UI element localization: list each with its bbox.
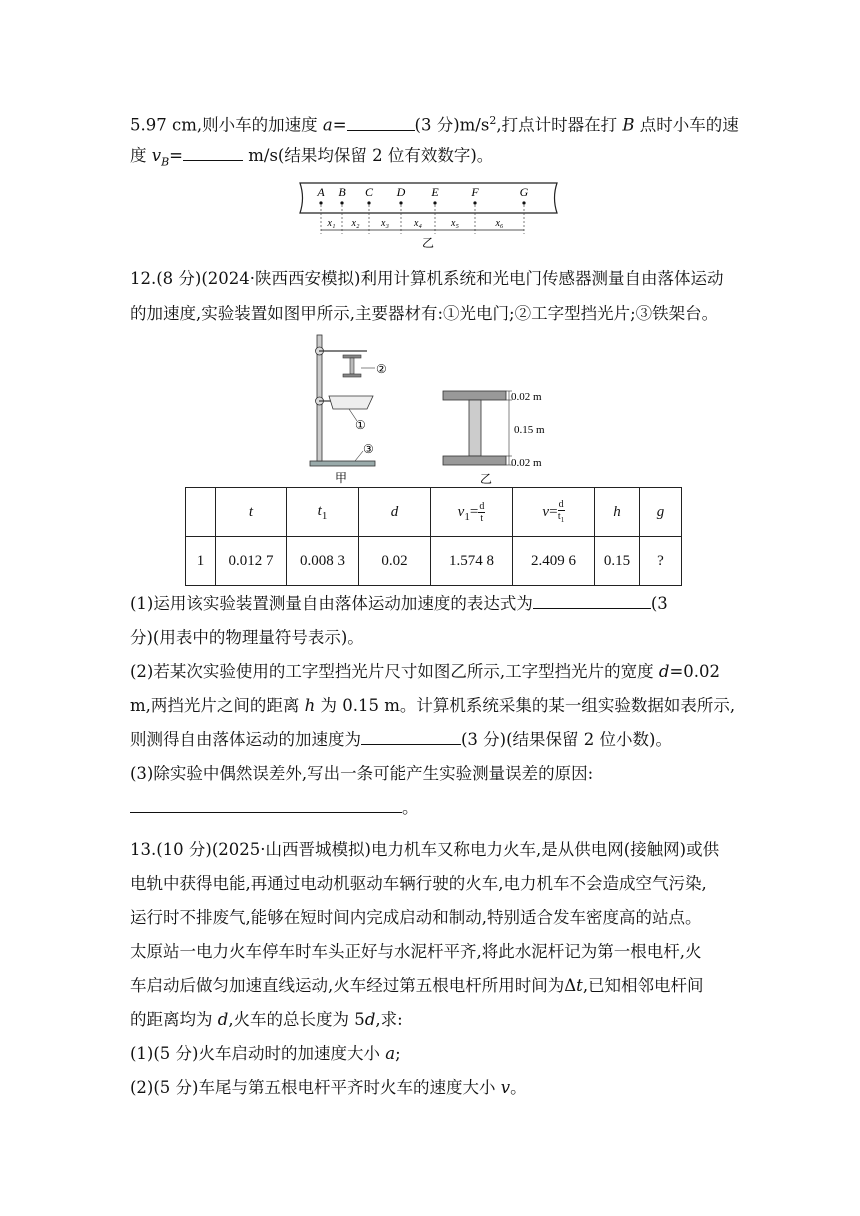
var-B: B (622, 115, 635, 135)
superscript: 2 (489, 114, 497, 127)
table-cell: ? (640, 537, 682, 586)
var-v: v (500, 1078, 511, 1097)
q11-line2 (130, 145, 493, 173)
header-v1: v (457, 503, 465, 520)
table-cell: 2.409 6 (513, 537, 595, 586)
fraction (478, 501, 485, 524)
table-header (595, 488, 640, 537)
caption-yi: 乙 (480, 472, 493, 486)
tape-figure (295, 180, 565, 250)
table-cell: 0.012 7 (216, 537, 287, 586)
q13-part1 (130, 1043, 401, 1065)
text: = (549, 503, 558, 520)
tape-point-label: F (471, 185, 479, 199)
subscript: 1 (321, 509, 328, 522)
label-1: ① (355, 418, 366, 432)
text: 点时小车的速 (634, 115, 739, 135)
tape-point-label: G (519, 185, 529, 199)
tape-segment-label: x₄ (414, 218, 422, 229)
text: m/s(结果均保留 2 位有效数字)。 (243, 146, 494, 165)
q13-line5 (130, 975, 704, 997)
caption-jia: 甲 (335, 471, 348, 485)
text: t (557, 510, 561, 522)
table-header (431, 488, 513, 537)
fraction (558, 499, 565, 526)
text: (3 (650, 594, 668, 613)
dim-bot: 0.02 m (511, 457, 542, 469)
answer-blank-error[interactable] (130, 797, 402, 813)
table-cell: 0.15 (595, 537, 640, 586)
label-2: ② (376, 362, 387, 376)
q13-line2: 电轨中获得电能,再通过电动机驱动车辆行驶的火车,电力机车不会造成空气污染, (130, 874, 707, 893)
q13-line4: 太原站一电力火车停车时车头正好与水泥杆平齐,将此水泥杆记为第一根电杆,火 (130, 942, 702, 961)
text: m,两挡光片之间的距离 (130, 696, 305, 715)
q12-part2-line1 (130, 661, 720, 683)
tape-segment-label: x₆ (495, 218, 504, 229)
header-g: g (656, 503, 665, 520)
text: ; (395, 1044, 401, 1063)
numerator: d (479, 500, 485, 512)
table-header (216, 488, 287, 537)
q12-line1: 12.(8 分)(2024·陕西西安模拟)利用计算机系统和光电门传感器测量自由落体运动 (130, 269, 724, 288)
header-t1: t (317, 502, 322, 519)
var-t: t (576, 976, 583, 995)
q12-part1-line1 (130, 593, 668, 615)
answer-blank-expression[interactable] (533, 593, 651, 609)
q12-part3-line2 (130, 797, 419, 819)
q12-part2-line2 (130, 695, 735, 717)
tape-dot (473, 201, 476, 204)
numerator: d (558, 498, 564, 510)
q11-line1 (130, 110, 739, 137)
tape-caption: 乙 (421, 236, 435, 250)
answer-blank-g[interactable] (361, 729, 461, 745)
text: 的距离均为 (130, 1010, 218, 1029)
text: 车启动后做匀加速直线运动,火车经过第五根电杆所用时间为Δ (130, 976, 577, 995)
var-a: a (322, 115, 333, 135)
text: ,火车的总长度为 5 (228, 1010, 365, 1029)
text: 。 (510, 1078, 527, 1097)
table-cell: 1 (186, 537, 216, 586)
q12-line2: 的加速度,实验装置如图甲所示,主要器材有:①光电门;②工字型挡光片;③铁架台。 (130, 304, 719, 323)
var-d: d (217, 1010, 229, 1029)
text: (1)运用该实验装置测量自由落体运动加速度的表达式为 (130, 594, 533, 613)
header-t: t (248, 503, 254, 520)
subscript: 1 (464, 510, 470, 523)
tape-segment-label: x₅ (451, 218, 459, 229)
subscript: B (161, 155, 170, 169)
dim-mid: 0.15 m (514, 424, 545, 436)
table-cell: 0.008 3 (287, 537, 359, 586)
answer-blank-a[interactable] (347, 115, 415, 131)
table-cell: 1.574 8 (431, 537, 513, 586)
q12-part1-line2: 分)(用表中的物理量符号表示)。 (130, 628, 364, 647)
tape-dot (340, 201, 343, 204)
table-header (287, 488, 359, 537)
var-a: a (385, 1044, 396, 1063)
table-header (186, 488, 216, 537)
tape-dot (319, 201, 322, 204)
data-table (185, 487, 682, 586)
tape-dot (522, 201, 525, 204)
var-v: v (151, 146, 162, 165)
subscript: 1 (560, 515, 565, 524)
tape-dot (399, 201, 402, 204)
text: 。 (402, 798, 419, 817)
answer-blank-vb[interactable] (183, 145, 243, 161)
tape-point-label: A (317, 185, 325, 199)
table-header (359, 488, 431, 537)
dim-top: 0.02 m (511, 391, 542, 403)
text: (1)(5 分)火车启动时的加速度大小 (130, 1044, 386, 1063)
text: 则测得自由落体运动的加速度为 (130, 730, 361, 749)
q13-line6 (130, 1009, 403, 1031)
q13-line3: 运行时不排废气,能够在短时间内完成启动和制动,特别适合发车密度高的站点。 (130, 908, 702, 927)
header-v: v (542, 503, 550, 520)
table-header (640, 488, 682, 537)
figure-yi (440, 385, 580, 485)
tape-point-label: C (364, 185, 374, 199)
text: (3 分)m/s (414, 115, 490, 135)
text: ,已知相邻电杆间 (582, 976, 704, 995)
text: 5.97 cm,则小车的加速度 (130, 115, 323, 135)
var-d: d (364, 1010, 376, 1029)
text: ,打点计时器在打 (496, 115, 623, 135)
text: 为 0.15 m。计算机系统采集的某一组实验数据如表所示, (315, 696, 736, 715)
table-row (186, 537, 682, 586)
tape-point-label: D (396, 185, 406, 199)
text: = (332, 115, 347, 135)
header-h: h (613, 503, 621, 520)
tape-segment-label: x₂ (351, 218, 360, 229)
text: (3 分)(结果保留 2 位小数)。 (461, 730, 672, 749)
q13-part2 (130, 1077, 527, 1099)
q12-part2-line3 (130, 729, 672, 751)
text: = (169, 146, 183, 165)
text: ,求: (375, 1010, 403, 1029)
tape-dot (367, 201, 370, 204)
tape-segment-label: x₁ (327, 218, 336, 229)
table-header-row (186, 488, 682, 537)
label-3: ③ (363, 442, 374, 456)
text: =0.02 (669, 662, 721, 681)
denominator: t (480, 512, 484, 524)
table-header (513, 488, 595, 537)
var-h: h (304, 696, 316, 715)
denominator (558, 511, 565, 526)
tape-point-label: B (338, 185, 346, 199)
tape-dot (433, 201, 436, 204)
text: (2)(5 分)车尾与第五根电杆平齐时火车的速度大小 (130, 1078, 501, 1097)
tape-segment-label: x₃ (381, 218, 389, 229)
tape-point-label: E (431, 185, 439, 199)
q12-part3-line1: (3)除实验中偶然误差外,写出一条可能产生实验测量误差的原因: (130, 764, 594, 783)
text: (2)若某次实验使用的工字型挡光片尺寸如图乙所示,工字型挡光片的宽度 (130, 662, 659, 681)
q13-line1: 13.(10 分)(2025·山西晋城模拟)电力机车又称电力火车,是从供电网(接触网)或供 (130, 840, 720, 859)
var-d: d (658, 662, 670, 681)
text: 度 (130, 146, 152, 165)
table-cell: 0.02 (359, 537, 431, 586)
header-d: d (390, 503, 399, 520)
figure-jia (305, 333, 385, 485)
text: = (469, 503, 479, 520)
